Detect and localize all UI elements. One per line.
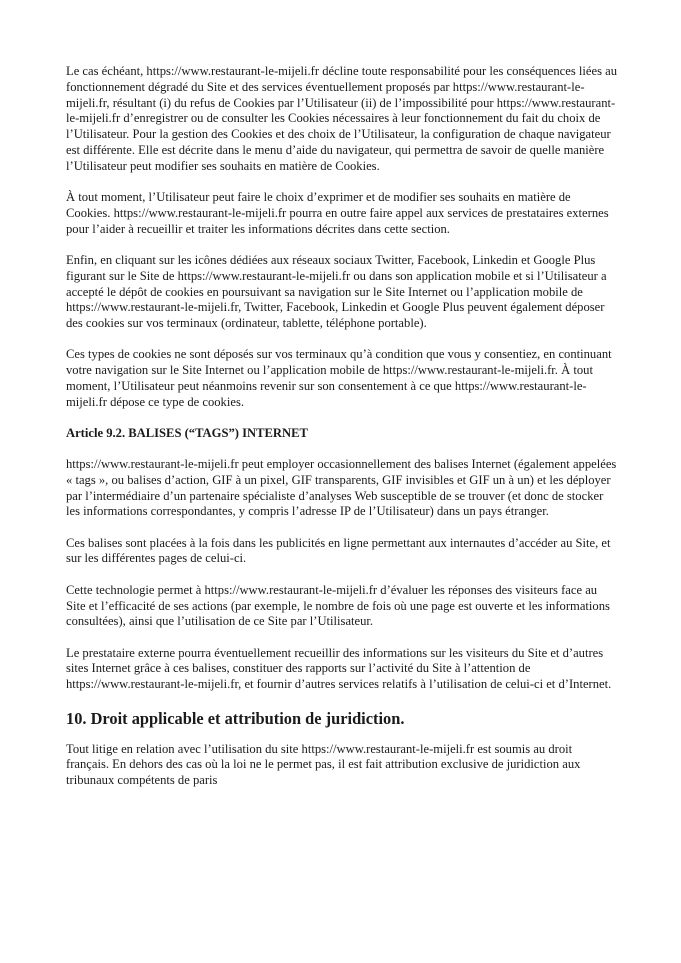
paragraph-cookies-choice: À tout moment, l’Utilisateur peut faire le choix d’exprimer et de modifier ses souhaits en matière de Cookies. https://www.restaurant-le-mijeli.fr pourra en outre faire appel aux services de prestataires externes pour l’aider à recueillir et traiter les informations décrites dans cette section. <box>66 190 609 236</box>
legal-document <box>66 64 618 804</box>
paragraph-tags-technology: Cette technologie permet à https://www.restaurant-le-mijeli.fr d’évaluer les réponses des visiteurs face au Site et l’efficacité de ses actions (par exemple, le nombre de fois où une page est ouverte et les informations consultées), ainsi que l’utilisation de ce Site par l’Utilisateur. <box>66 582 610 629</box>
paragraph-social-networks: Enfin, en cliquant sur les icônes dédiées aux réseaux sociaux Twitter, Facebook, Linkedin et Google Plus figurant sur le Site de https://www.restaurant-le-mijeli.fr ou dans son application mobile et si l’Utilisateur a accepté le dépôt de cookies en poursuivant sa navigation sur le Site Internet ou l’application mobile de https://www.restaurant-le-mijeli.fr, Twitter, Facebook, Linkedin et Google Plus peuvent également déposer des cookies sur vos terminaux (ordinateur, tablette, téléphone portable). <box>66 252 607 331</box>
paragraph-cookies-responsibility: Le cas échéant, https://www.restaurant-le-mijeli.fr décline toute responsabilité pour les conséquences liées au fonctionnement dégradé du Site et des services éventuellement proposés par https://www.restaurant-le-mijeli.fr, résultant (i) du refus de Cookies par l’Utilisateur (ii) de l’impossibilité pour https://www.restaurant-le-mijeli.fr d’enregistrer ou de consulter les Cookies nécessaires à leur fonctionnement du fait du choix de l’Utilisateur. Pour la gestion des Cookies et des choix de l’Utilisateur, la configuration de chaque navigateur est différente. Elle est décrite dans le menu d’aide du navigateur, qui permettra de savoir de quelle manière l’Utilisateur peut modifier ses souhaits en matière de Cookies. <box>66 64 618 173</box>
section-heading: 10. Droit applicable et attribution de juridiction. <box>66 708 405 728</box>
paragraph-tags-provider: Le prestataire externe pourra éventuellement recueillir des informations sur les visiteurs du Site et d’autres sites Internet grâce à ces balises, constituer des rapports sur l’activité du Site à l’attention de https://www.restaurant-le-mijeli.fr, et fournir d’autres services relatifs à l’utilisation de celui-ci et d’Internet. <box>66 645 612 692</box>
paragraph-jurisdiction: Tout litige en relation avec l’utilisation du site https://www.restaurant-le-mijeli.fr est soumis au droit français. En dehors des cas où la loi ne le permet pas, il est fait attribution exclusive de juridiction aux tribunaux compétents de paris <box>66 741 581 788</box>
paragraph-cookies-consent: Ces types de cookies ne sont déposés sur vos terminaux qu’à condition que vous y consentiez, en continuant votre navigation sur le Site Internet ou l’application mobile de https://www.restaurant-le-mijeli.fr. À tout moment, l’Utilisateur peut néanmoins revenir sur son consentement à ce que https://www.restaurant-le-mijeli.fr dépose ce type de cookies. <box>66 347 612 409</box>
article-heading: Article 9.2. BALISES (“TAGS”) INTERNET <box>66 426 308 441</box>
paragraph-tags-usage: https://www.restaurant-le-mijeli.fr peut employer occasionnellement des balises Internet (également appelées « tags », ou balises d’action, GIF à un pixel, GIF transparents, GIF invisibles et GIF un à un) et les déployer par l’intermédiaire d’un partenaire spécialiste d’analyses Web susceptible de se trouver (et donc de stocker les informations correspondantes, y compris l’adresse IP de l’Utilisateur) dans un pays étranger. <box>66 456 617 519</box>
paragraph-tags-placement: Ces balises sont placées à la fois dans les publicités en ligne permettant aux internautes d’accéder au Site, et sur les différentes pages de celui-ci. <box>66 535 611 566</box>
